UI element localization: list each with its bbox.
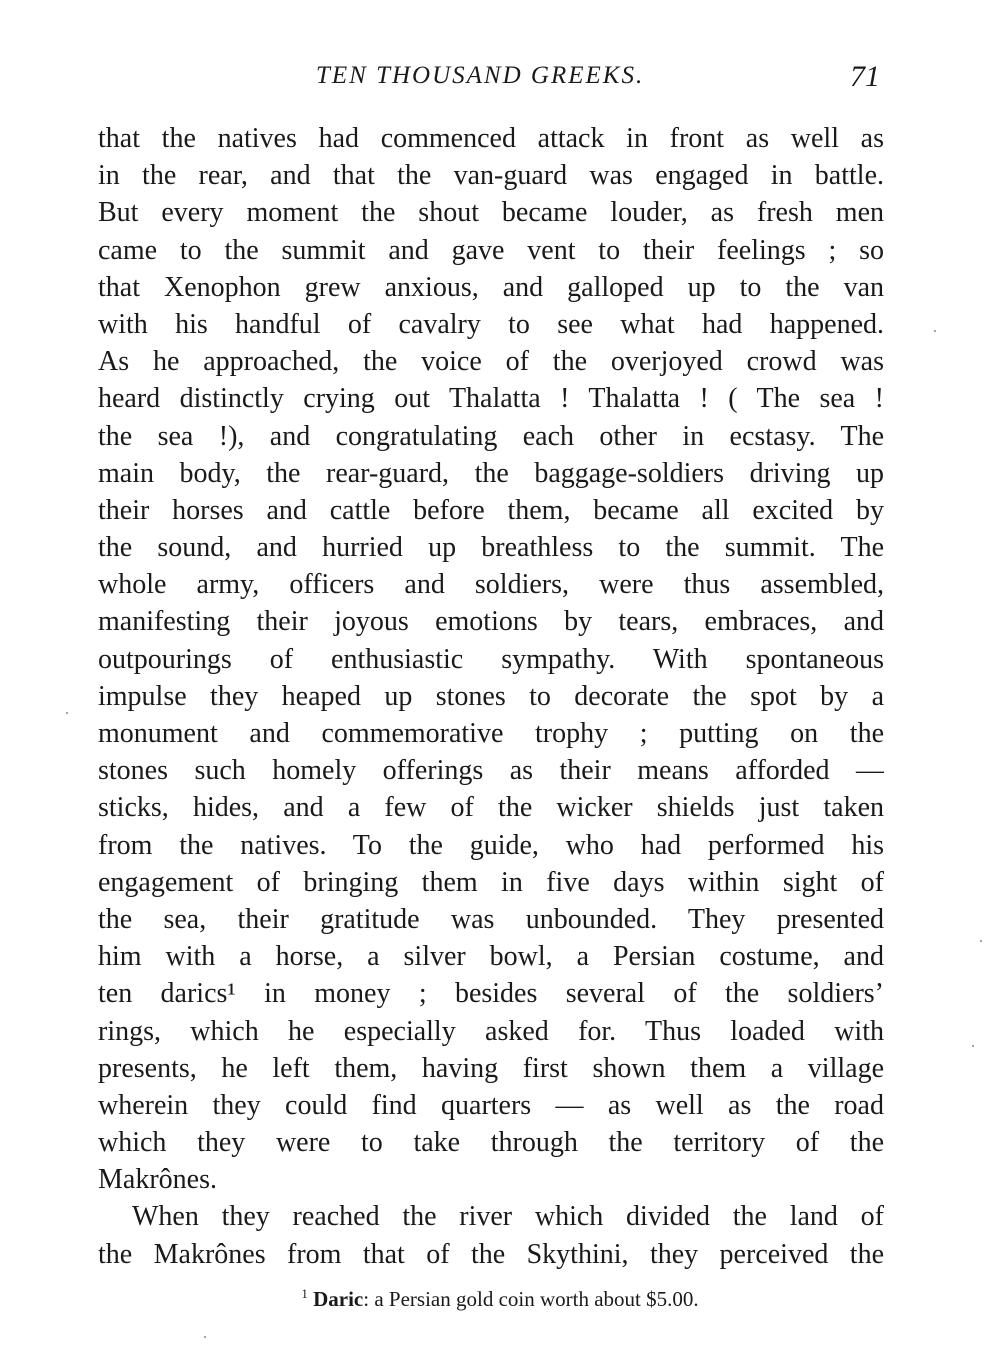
footnote [0,1286,1000,1312]
paper-speck [66,712,68,714]
paragraph-start-line: When they reached the river which divided the land of [132,1201,884,1233]
text-line: stones such homely offerings as their means afforded — [98,755,884,787]
footnote-text: : a Persian gold coin worth about $5.00. [363,1287,699,1311]
paper-speck [972,1045,974,1047]
text-line: engagement of bringing them in five days within sight of [98,866,884,898]
text-line: the sound, and hurried up breathless to the summit. The [98,532,884,564]
text-line: monument and commemorative trophy ; putting on the [98,718,884,749]
footnote-term: Daric [313,1287,364,1311]
text-line: with his handful of cavalry to see what had happened. [98,308,884,340]
text-line: impulse they heaped up stones to decorate the spot by a [98,680,884,712]
text-line: that Xenophon grew anxious, and galloped up to the van [98,271,884,303]
running-head [0,62,1000,98]
footnote-marker: 1 [301,1286,308,1301]
text-line: which they were to take through the territory of the [98,1127,884,1159]
text-line: from the natives. To the guide, who had performed his [98,829,884,861]
text-line: outpourings of enthusiastic sympathy. With spontaneous [98,643,884,675]
paper-speck [204,1336,206,1338]
paper-speck [980,940,982,942]
text-line: their horses and cattle before them, became all excited by [98,494,884,526]
text-line: the sea, their gratitude was unbounded. They presented [98,903,884,935]
paper-speck [934,330,936,332]
body-text [98,120,884,1273]
text-line: manifesting their joyous emotions by tears, embraces, and [98,606,884,638]
text-line: in the rear, and that the van-guard was engaged in battle. [98,160,884,192]
text-line: main body, the rear-guard, the baggage-soldiers driving up [98,457,884,489]
text-line: the Makrônes from that of the Skythini, they perceived the [98,1238,884,1270]
text-line: heard distinctly crying out Thalatta ! Thalatta ! ( The sea ! [98,383,884,415]
text-line: rings, which he especially asked for. Thus loaded with [98,1015,884,1047]
paragraph-end-line: Makrônes. [98,1164,217,1196]
text-line: As he approached, the voice of the overjoyed crowd was [98,346,884,378]
text-line: that the natives had commenced attack in front as well as [98,123,884,154]
text-line: the sea !), and congratulating each other in ecstasy. The [98,420,884,452]
text-line: presents, he left them, having first shown them a village [98,1052,884,1084]
text-line: him with a horse, a silver bowl, a Persian costume, and [98,941,884,973]
text-line: wherein they could find quarters — as well as the road [98,1089,884,1121]
text-line: whole army, officers and soldiers, were thus assembled, [98,569,884,601]
page-number: 71 [850,60,880,93]
text-line: But every moment the shout became louder, as fresh men [98,197,884,229]
running-title: TEN THOUSAND GREEKS. [316,62,645,89]
text-line: sticks, hides, and a few of the wicker shields just taken [98,792,884,824]
text-line: came to the summit and gave vent to their feelings ; so [98,234,884,266]
text-line: ten darics¹ in money ; besides several of the soldiers’ [98,978,884,1010]
